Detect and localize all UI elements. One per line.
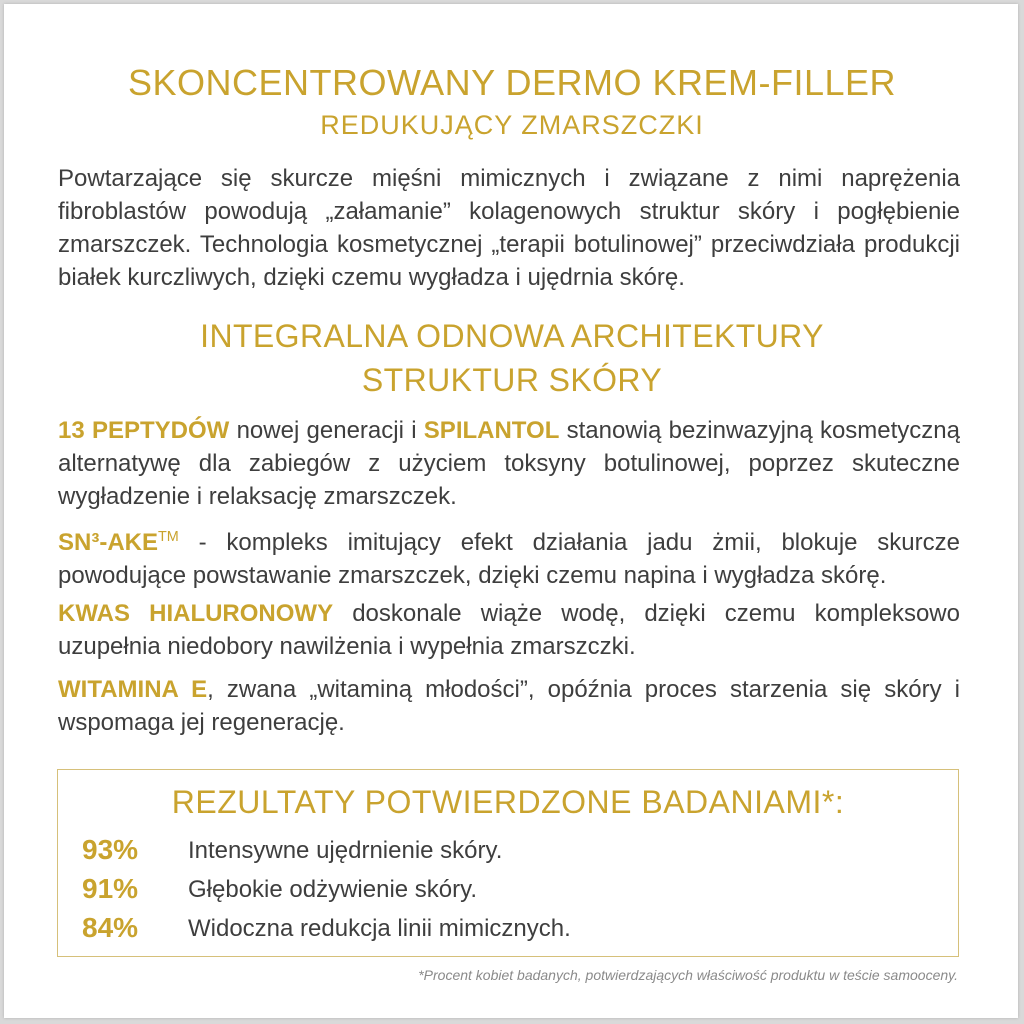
vitamin-e-text: , zwana „witaminą młodości”, opóźnia proces starzenia się skóry i wspomaga jej regenerację. xyxy=(58,676,961,736)
product-subtitle: REDUKUJĄCY ZMARSZCZKI xyxy=(320,110,704,140)
ingredient-peptides xyxy=(58,414,960,513)
footnote: *Procent kobiet badanych, potwierdzających właściwość produktu w teście samooceny. xyxy=(418,967,958,983)
result-percent: 93% xyxy=(82,834,139,865)
result-percent: 91% xyxy=(82,873,139,904)
keyword-vitamin-e: WITAMINA E xyxy=(58,676,208,703)
ingredient-hyaluronic xyxy=(58,597,960,663)
keyword-spilantol: SPILANTOL xyxy=(423,417,560,444)
peptides-text-2: stanowią bezinwazyjną kosmetyczną alternatywę dla zabiegów z użyciem toksyny botulinowej, poprzez skuteczne wygładzenie i relaksację zmarszczek. xyxy=(58,417,960,510)
ingredient-vitamin-e xyxy=(58,673,960,739)
trademark-mark: TM xyxy=(158,529,179,545)
keyword-snake: SN³-AKE xyxy=(58,529,158,556)
hyaluronic-text: doskonale wiąże wodę, dzięki czemu kompleksowo uzupełnia niedobory nawilżenia i wypełnia zmarszczki. xyxy=(58,600,960,660)
keyword-hyaluronic: KWAS HIALURONOWY xyxy=(58,600,334,627)
section-heading-line1: INTEGRALNA ODNOWA ARCHITEKTURY xyxy=(200,318,824,354)
peptides-text-1: nowej generacji i xyxy=(229,417,424,444)
result-label: Głębokie odżywienie skóry. xyxy=(188,876,478,903)
results-box xyxy=(57,769,959,957)
ingredient-snake xyxy=(58,521,960,592)
result-label: Widoczna redukcja linii mimicznych. xyxy=(188,915,571,942)
keyword-peptides: 13 PEPTYDÓW xyxy=(58,417,230,444)
intro-paragraph: Powtarzające się skurcze mięśni mimicznych i związane z nimi naprężenia fibroblastów powodują „załamanie” kolagenowych struktur skóry i pogłębienie zmarszczek. Technologia kosmetycznej „terapii botulinowej” przeciwdziała produkcji białek kurczliwych, dzięki czemu wygładza i ujędrnia skórę. xyxy=(58,165,960,291)
results-title: REZULTATY POTWIERDZONE BADANIAMI*: xyxy=(171,784,845,820)
result-percent: 84% xyxy=(82,912,139,943)
result-label: Intensywne ujędrnienie skóry. xyxy=(188,837,503,864)
snake-text: - kompleks imitujący efekt działania jadu żmii, blokuje skurcze powodujące powstawanie zmarszczek, dzięki czemu napina i wygładza skórę. xyxy=(58,529,960,589)
product-title: SKONCENTROWANY DERMO KREM-FILLER xyxy=(127,62,897,103)
section-heading-line2: STRUKTUR SKÓRY xyxy=(361,362,663,398)
